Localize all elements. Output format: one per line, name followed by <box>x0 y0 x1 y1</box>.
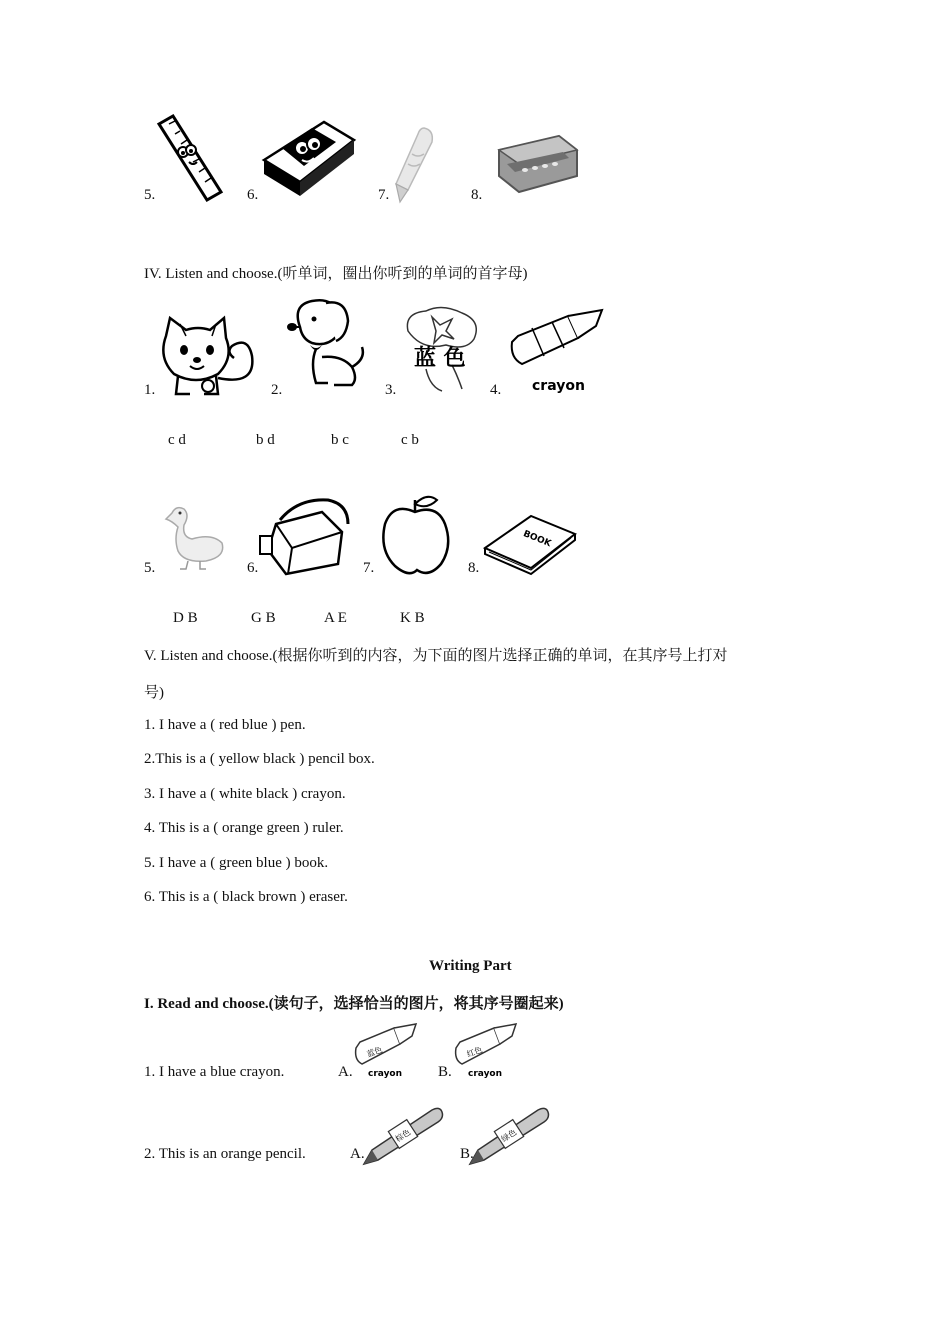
bag-image <box>258 494 354 578</box>
crayon-word-text: crayon <box>532 378 585 394</box>
item-label-6b: 6. <box>247 560 259 576</box>
item-label-8: 8. <box>471 187 483 203</box>
item-label-6: 6. <box>247 187 259 203</box>
options-7[interactable]: A E <box>324 610 347 626</box>
options-3[interactable]: b c <box>331 432 349 448</box>
blue-chars-text: 蓝 色 <box>414 346 466 371</box>
blue-crayon-word: crayon <box>368 1069 403 1079</box>
cat-image <box>156 316 260 398</box>
sentence-2[interactable]: 2.This is a ( yellow black ) pencil box. <box>144 751 375 767</box>
brown-pencil-image[interactable] <box>362 1104 446 1166</box>
section-iv-title: IV. Listen and choose.(听单词，圈出你听到的单词的首字母) <box>144 266 528 282</box>
blue-crayon-chars: 蓝色 <box>365 1045 384 1060</box>
item-label-5: 5. <box>144 187 156 203</box>
sentence-1[interactable]: 1. I have a ( red blue ) pen. <box>144 717 306 733</box>
item-label-5b: 5. <box>144 560 156 576</box>
options-5[interactable]: D B <box>173 610 198 626</box>
writing-q1-option-a[interactable]: A. <box>338 1064 353 1080</box>
red-crayon-word: crayon <box>468 1069 503 1079</box>
sentence-3[interactable]: 3. I have a ( white black ) crayon. <box>144 786 346 802</box>
green-pencil-chars: 绿色 <box>499 1127 519 1144</box>
item-label-8b: 8. <box>468 560 480 576</box>
eraser-image <box>262 120 357 198</box>
options-1[interactable]: c d <box>168 432 186 448</box>
writing-section-i-title: I. Read and choose.(读句子，选择恰当的图片，将其序号圈起来) <box>144 996 564 1012</box>
duck-image <box>162 503 228 571</box>
dog-image <box>286 297 370 391</box>
ruler-image <box>155 112 225 204</box>
book-image <box>481 512 577 572</box>
green-pencil-image[interactable] <box>468 1104 552 1166</box>
red-crayon-chars: 红色 <box>465 1045 484 1060</box>
blue-color-image <box>402 305 484 393</box>
sentence-4[interactable]: 4. This is a ( orange green ) ruler. <box>144 820 344 836</box>
options-6[interactable]: G B <box>251 610 276 626</box>
item-label-7b: 7. <box>363 560 375 576</box>
item-label-3: 3. <box>385 382 397 398</box>
writing-q2-text: 2. This is an orange pencil. <box>144 1146 306 1162</box>
writing-q1-text: 1. I have a blue crayon. <box>144 1064 285 1080</box>
options-2[interactable]: b d <box>256 432 275 448</box>
item-label-2: 2. <box>271 382 283 398</box>
sentence-5[interactable]: 5. I have a ( green blue ) book. <box>144 855 329 871</box>
section-v-title-line1: V. Listen and choose.(根据你听到的内容，为下面的图片选择正确的单词，在其序号上打对 <box>144 648 728 664</box>
section-v-title-line2: 号) <box>144 685 164 701</box>
item-label-7: 7. <box>378 187 390 203</box>
writing-q1-option-b[interactable]: B. <box>438 1064 452 1080</box>
apple-image <box>379 494 453 578</box>
options-8[interactable]: K B <box>400 610 425 626</box>
brown-pencil-chars: 棕色 <box>393 1127 413 1144</box>
book-word-text: BOOK <box>521 529 553 550</box>
item-label-4: 4. <box>490 382 502 398</box>
writing-q2-option-a[interactable]: A. <box>350 1146 365 1162</box>
crayon-image <box>508 306 604 396</box>
pencil-box-image <box>497 134 581 196</box>
options-4[interactable]: c b <box>401 432 419 448</box>
writing-part-heading: Writing Part <box>429 958 512 974</box>
item-label-1: 1. <box>144 382 156 398</box>
blue-crayon-image[interactable] <box>352 1022 418 1080</box>
red-crayon-image[interactable] <box>452 1022 518 1080</box>
writing-q2-option-b[interactable]: B. <box>460 1146 474 1162</box>
sentence-6[interactable]: 6. This is a ( black brown ) eraser. <box>144 889 348 905</box>
pen-image <box>388 124 440 204</box>
